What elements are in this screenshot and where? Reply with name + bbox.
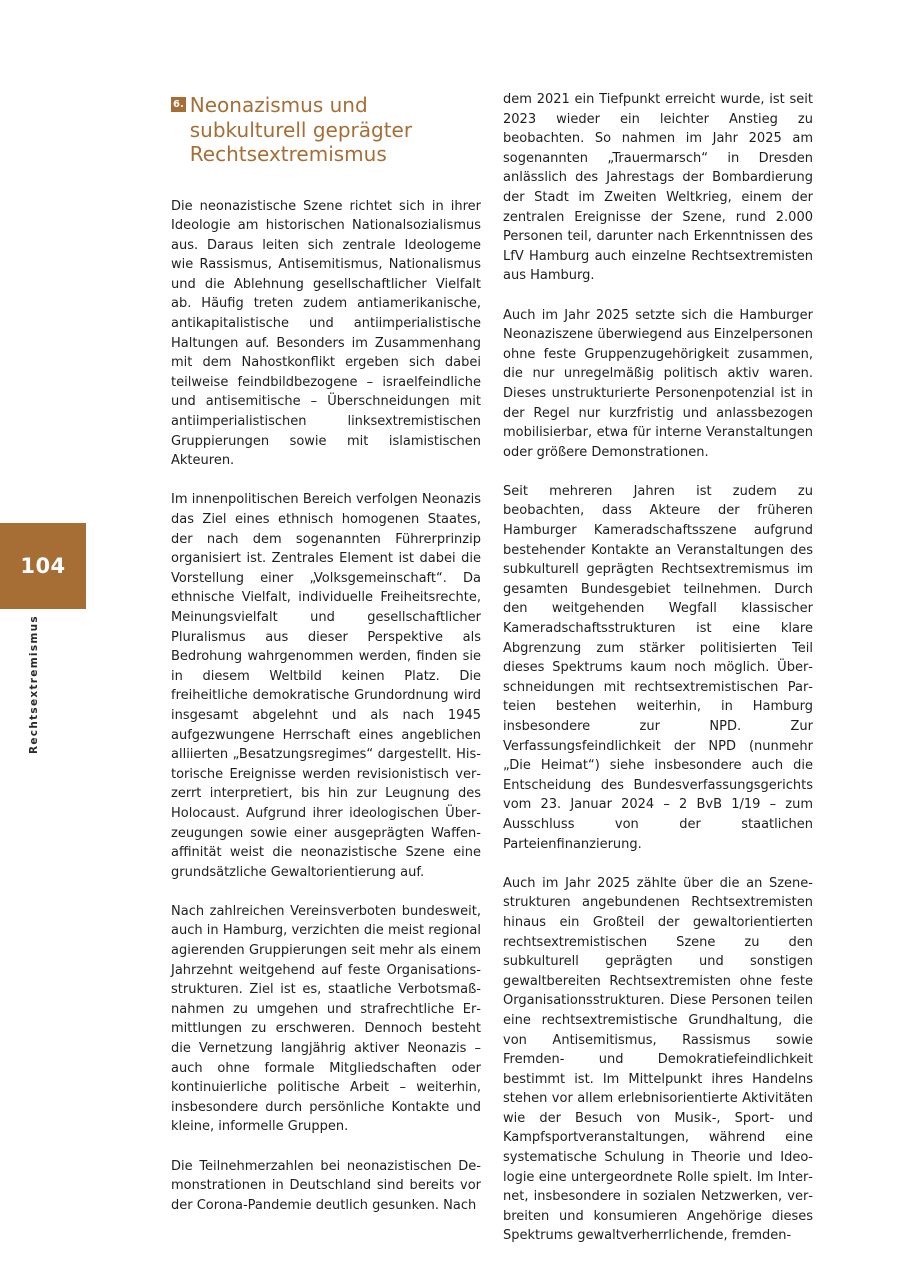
section-title: Neonazismus und subkulturell geprägter Rechtsextremismus <box>189 93 413 166</box>
paragraph: Auch im Jahr 2025 setzte sich die Hamburger Neonaziszene überwiegend aus Einzelpersonen ohne feste Gruppenzugehörigkeit zusammen, die nur unregelmäßig politisch aktiv waren. Dieses unstrukturierte Personenpotenzial ist in der Regel nur kurzfristig und anlassbezogen mobilisierbar, etwa für interne Veranstaltungen oder größere Demonstrationen. <box>503 307 813 460</box>
section-label: Rechtsextremismus <box>28 615 40 754</box>
paragraph: Seit mehreren Jahren ist zudem zu beobachten, dass Akteure der früheren Hamburger Kameradschaftsszene aufgrund bestehender Kontakte an Veranstaltungen des subkulturell geprägten Rechtsextremismus im gesamten Bundesgebiet teilnehmen. Durch den weitgehenden Wegfall klassischer Kameradschaftsstrukturen ist eine klare Abgrenzung zum stärker politisierten Teil dieses Spektrums kaum noch möglich. Überschneidungen mit rechtsextremistischen Parteien bestehen weiterhin, in Hamburg insbesondere zur NPD. Zur Verfassungsfeindlichkeit der NPD (nunmehr „Die Heimat“) siehe insbesondere auch die Entscheidung des Bundesverfassungsgerichts vom 23. Januar 2024 – 2 BvB 1/19 – zum Ausschluss von der staatlichen Parteienfinanzierung. <box>503 483 813 852</box>
page-number-tab <box>0 523 86 609</box>
paragraph: Die Teilnehmerzahlen bei neonazistischen Demonstrationen in Deutschland sind bereits vor der Corona-Pandemie deutlich gesunken. Nach <box>171 1158 481 1213</box>
paragraph: Im innenpolitischen Bereich verfolgen Neonazis das Ziel eines ethnisch homogenen Staates, der nach dem sogenannten Führerprinzip organisiert ist. Zentrales Element ist dabei die Vorstellung einer „Volksgemeinschaft“. Da ethnische Vielfalt, individuelle Freiheitsrechte, Meinungsvielfalt und gesellschaftlicher Pluralismus aus dieser Perspektive als Bedrohung wahrgenommen werden, finden sie in diesem Weltbild keinen Platz. Die freiheitliche demokratische Grundordnung wird insgesamt abgelehnt und als nach 1945 aufgezwungene Herrschaft eines angeblichen alliierten „Besatzungsregimes“ dargestellt. Historische Ereignisse werden revisionistisch verzerrt interpretiert, bis hin zur Leugnung des Holocaust. Aufgrund ihrer ideologischen Überzeugungen sowie einer ausgeprägten Waffenaffinität weist die neonazistische Szene eine grundsätzliche Gewaltorientierung auf. <box>171 492 481 880</box>
section-number-badge: 6. <box>173 99 184 110</box>
paragraph: Auch im Jahr 2025 zählte über die an Szenestrukturen angebundenen Rechtsextremisten hinaus ein Großteil der gewaltorientierten rechtsextremistischen Szene zu den subkulturell geprägten und sonstigen gewaltbereiten Rechtsextremisten ohne feste Organisationsstrukturen. Diese Personen teilen eine rechtsextremistische Grundhaltung, die von Antisemitismus, Rassismus sowie Fremden- und Demokratiefeindlichkeit bestimmt ist. Im Mittelpunkt ihres Handelns stehen vor allem erlebnisorientierte Aktivitäten wie der Besuch von Musik-, Sport- und Kampfsportveranstaltungen, während eine systematische Schulung in Theorie und Ideologie eine untergeordnete Rolle spielt. Im Internet, insbesondere in sozialen Netzwerken, verbreiten und konsumieren Angehörige dieses Spektrums gewaltverherrlichende, fremden- <box>503 875 813 1244</box>
left-column <box>171 90 481 1235</box>
paragraph: Nach zahlreichen Vereinsverboten bundesweit, auch in Hamburg, verzichten die meist regional agierenden Gruppierungen seit mehr als einem Jahrzehnt weitgehend auf feste Organisationsstrukturen. Ziel ist es, staatliche Verbotsmaßnahmen zu umgehen und strafrechtliche Ermittlungen zu erschweren. Dennoch besteht die Vernetzung langjährig aktiver Neonazis – auch ohne formale Mitgliedschaften oder kontinuierliche politische Arbeit – weiterhin, insbesondere durch persönliche Kontakte und kleine, informelle Gruppen. <box>171 903 481 1135</box>
right-column <box>503 90 813 1266</box>
section-label-container <box>16 615 40 754</box>
paragraph: Die neonazistische Szene richtet sich in ihrer Ideologie am historischen Nationalsozialismus aus. Daraus leiten sich zentrale Ideologeme wie Rassismus, Antisemitismus, Nationalismus und die Ablehnung gesellschaftlicher Vielfalt ab. Häufig treten zudem antiamerikanische, antikapitalistische und antiimperialistische Haltungen auf. Besonders im Zusammenhang mit dem Nahostkonflikt ergeben sich dabei teilweise feindbildbezogene – israelfeindliche und antisemitische – Überschneidungen mit antiimperialistischen linksextremistischen Gruppierungen sowie mit islamistischen Akteuren. <box>171 198 481 469</box>
page-number: 104 <box>20 554 66 578</box>
section-heading <box>171 93 481 167</box>
paragraph: dem 2021 ein Tiefpunkt erreicht wurde, ist seit 2023 wieder ein leichter Anstieg zu beobachten. So nahmen im Jahr 2025 am sogenannten „Trauermarsch“ in Dresden anlässlich des Jahrestags der Bombardierung der Stadt im Zweiten Weltkrieg, einem der zentralen Ereignisse der Szene, rund 2.000 Personen teil, darunter nach Erkenntnissen des LfV Hamburg auch einzelne Rechtsextremisten aus Hamburg. <box>503 92 813 284</box>
